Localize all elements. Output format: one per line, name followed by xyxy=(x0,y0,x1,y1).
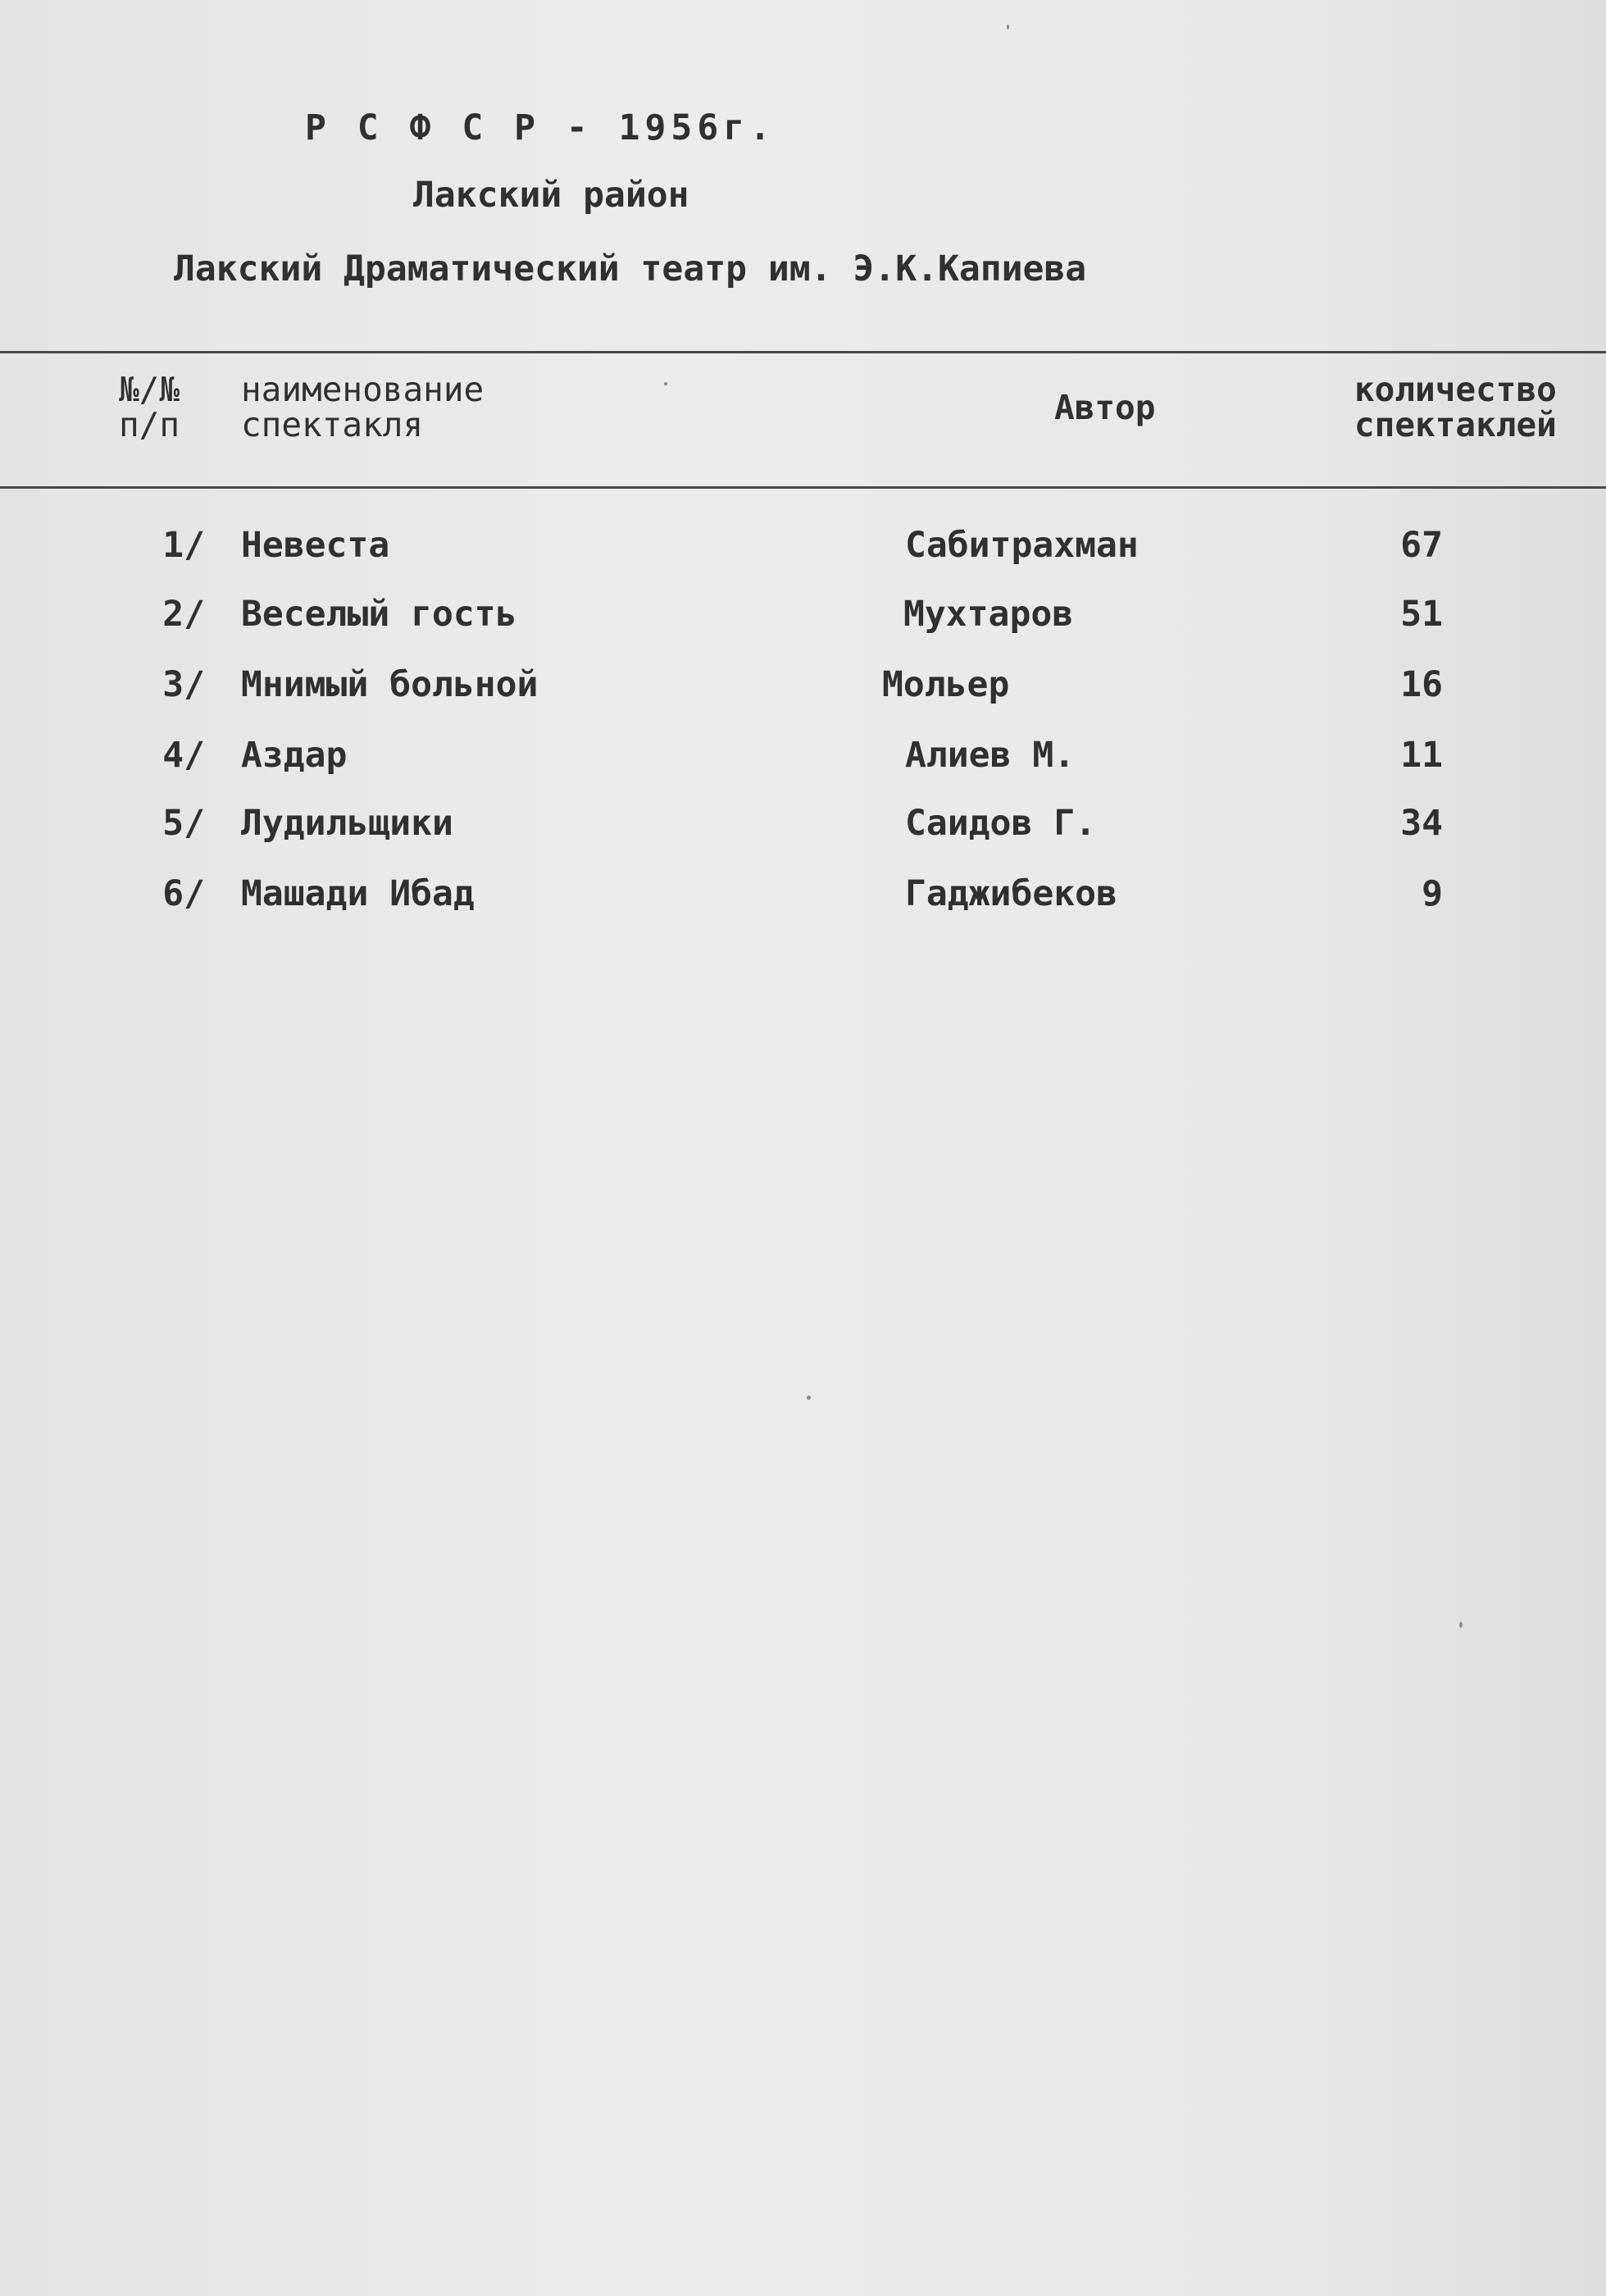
row-count: 51 xyxy=(1400,594,1443,635)
row-title: Веселый гость xyxy=(241,594,517,635)
column-header-title-line2: спектакля xyxy=(241,405,424,444)
row-title: Невеста xyxy=(241,525,390,566)
paper-speck xyxy=(807,1396,811,1400)
row-author: Мухтаров xyxy=(903,594,1074,635)
column-header-count-line2: спектаклей xyxy=(1354,405,1557,444)
row-author: Мольер xyxy=(882,664,1010,705)
column-header-title-line1: наименование xyxy=(241,370,485,409)
row-number: 6/ xyxy=(162,873,205,914)
row-number: 2/ xyxy=(162,594,205,635)
column-header-number xyxy=(108,372,190,443)
column-header-author: Автор xyxy=(1054,388,1156,427)
row-count: 67 xyxy=(1400,525,1443,566)
row-author: Сабитрахман xyxy=(905,525,1139,566)
row-title: Лудильщики xyxy=(241,803,453,844)
paper-speck xyxy=(664,382,667,385)
column-header-count xyxy=(1354,372,1557,443)
column-header-title xyxy=(241,372,484,443)
table-header-rule xyxy=(0,486,1606,489)
column-header-number-line1: №/№ xyxy=(118,370,180,409)
row-count: 34 xyxy=(1400,803,1443,844)
row-number: 5/ xyxy=(162,803,205,844)
row-number: 3/ xyxy=(162,664,205,705)
row-author: Гаджибеков xyxy=(905,873,1117,914)
row-author: Саидов Г. xyxy=(905,803,1096,844)
column-header-count-line1: количество xyxy=(1354,370,1557,409)
document-title: Р С Ф С Р - 1956г. xyxy=(305,107,776,148)
paper-speck xyxy=(1007,25,1009,30)
row-title: Аздар xyxy=(241,735,348,776)
theater-name: Лакский Драматический театр им. Э.К.Капиева xyxy=(174,248,1087,289)
row-count: 9 xyxy=(1422,873,1443,914)
row-title: Машади Ибад xyxy=(241,873,475,914)
paper-speck xyxy=(1459,1622,1463,1628)
row-number: 1/ xyxy=(162,525,205,566)
row-count: 11 xyxy=(1400,735,1443,776)
row-title: Мнимый больной xyxy=(241,664,539,705)
row-number: 4/ xyxy=(162,735,205,776)
district-name: Лакский район xyxy=(413,175,689,216)
table-top-rule xyxy=(0,351,1606,353)
row-author: Алиев М. xyxy=(905,735,1076,776)
column-header-number-line2: п/п xyxy=(118,405,180,444)
row-count: 16 xyxy=(1400,664,1443,705)
